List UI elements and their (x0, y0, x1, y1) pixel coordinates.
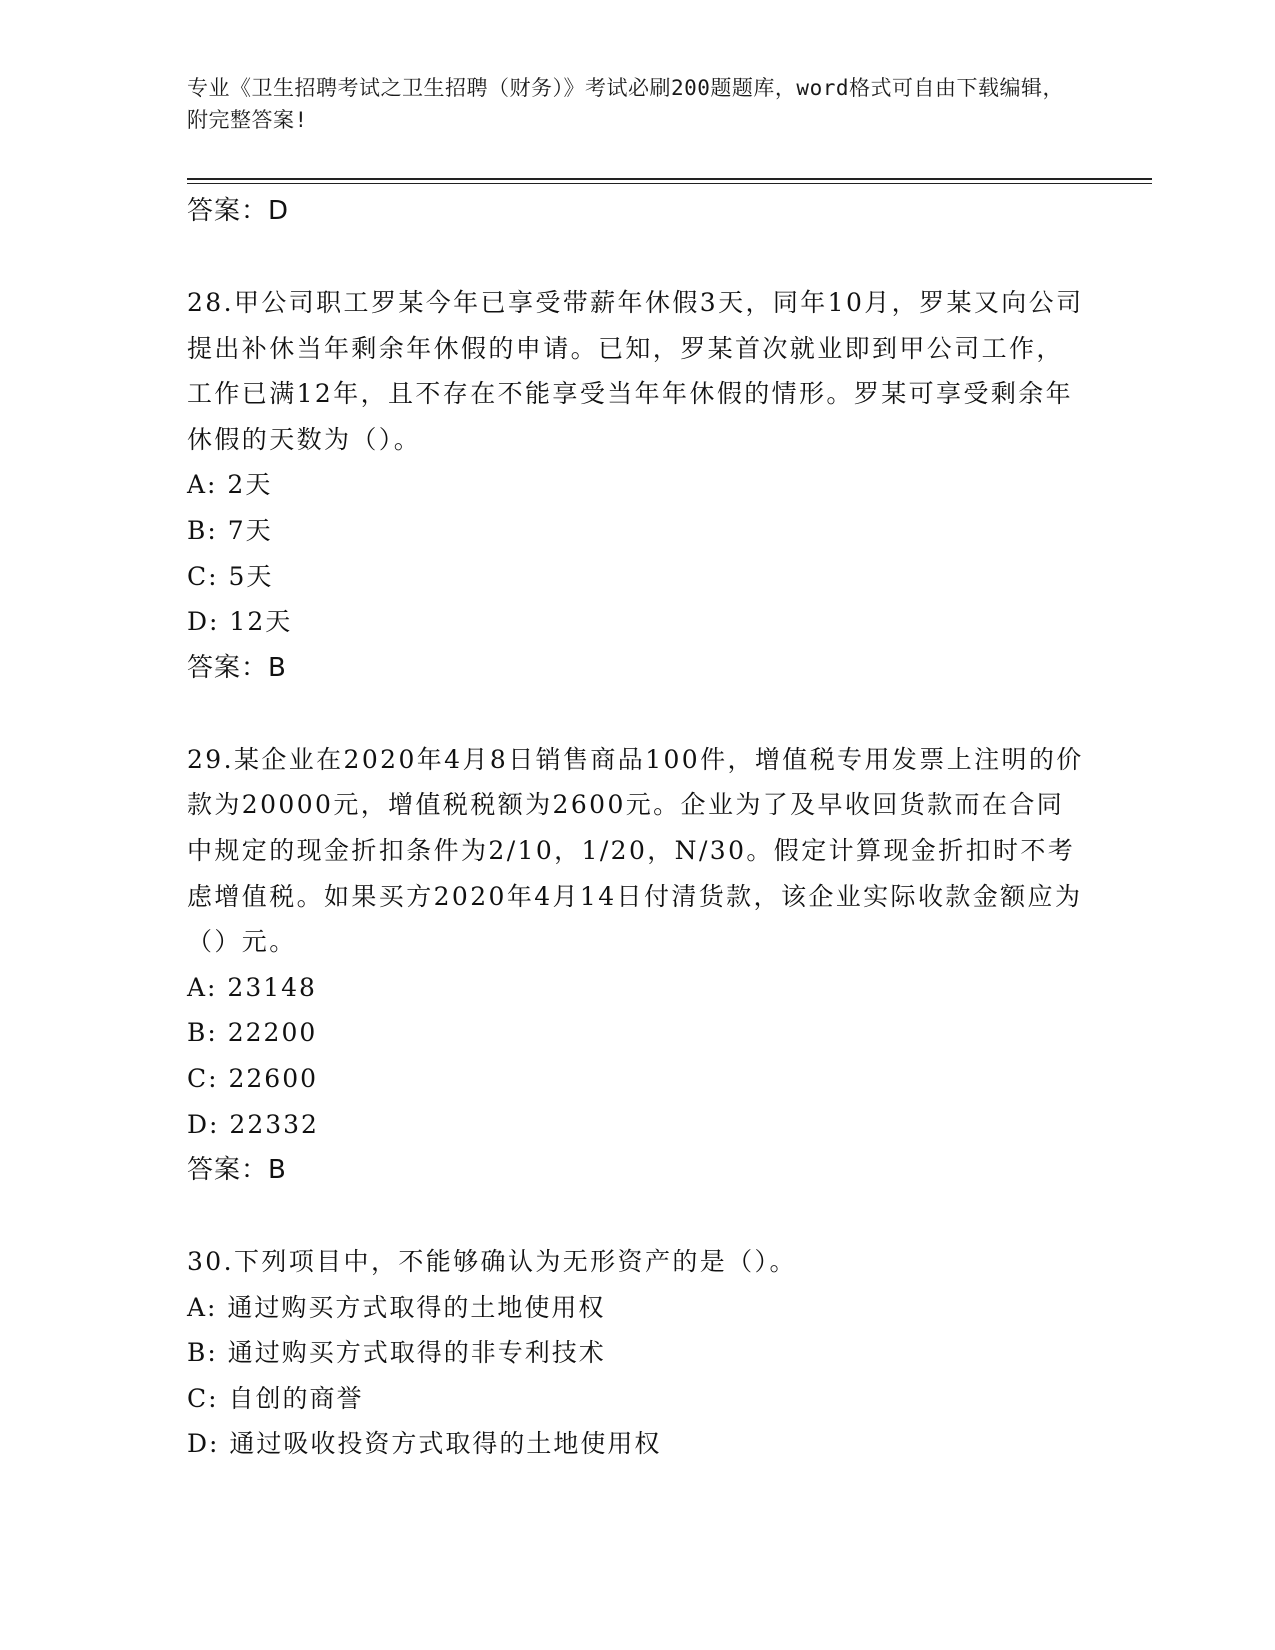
page-header: 专业《卫生招聘考试之卫生招聘（财务）》考试必刷200题题库，word格式可自由下载编辑，附完整答案! (187, 76, 1064, 132)
question-30 (187, 1239, 1087, 1467)
option-c: C: 5天 (187, 561, 274, 591)
option-b: B: 7天 (187, 515, 273, 545)
option-a: A: 通过购买方式取得的土地使用权 (187, 1292, 606, 1322)
question-answer: 答案：B (187, 1155, 287, 1186)
option-c: C: 22600 (187, 1063, 319, 1093)
option-d: D: 12天 (187, 607, 293, 637)
header-rule-thick (187, 178, 1152, 180)
question-answer: 答案：B (187, 652, 287, 683)
question-content (187, 188, 1087, 1467)
option-b: B: 22200 (187, 1018, 318, 1048)
spacer (187, 234, 1087, 280)
previous-answer: 答案：D (187, 196, 290, 226)
question-28 (187, 280, 1087, 691)
option-d: D: 22332 (187, 1109, 319, 1139)
option-a: A: 2天 (187, 470, 273, 500)
option-a: A: 23148 (187, 972, 317, 1002)
spacer (187, 1193, 1087, 1239)
option-d: D: 通过吸收投资方式取得的土地使用权 (187, 1429, 662, 1459)
question-29 (187, 737, 1087, 1193)
header-rule-thin (187, 183, 1152, 184)
spacer (187, 691, 1087, 737)
option-b: B: 通过购买方式取得的非专利技术 (187, 1338, 606, 1368)
question-stem: 30.下列项目中，不能够确认为无形资产的是（）。 (187, 1247, 797, 1277)
question-stem: 29.某企业在2020年4月8日销售商品100件，增值税专用发票上注明的价款为20000元，增值税税额为2600元。企业为了及早收回货款而在合同中规定的现金折扣条件为2/10，1/20，N/30。假定计算现金折扣时不考虑增值税。如果买方2020年4月14日付清货款，该企业实际收款金额应为（）元。 (187, 744, 1084, 957)
question-stem: 28.甲公司职工罗某今年已享受带薪年休假3天，同年10月，罗某又向公司提出补休当年剩余年休假的申请。已知，罗某首次就业即到甲公司工作，工作已满12年，且不存在不能享受当年年休假的情形。罗某可享受剩余年休假的天数为（）。 (187, 288, 1084, 454)
option-c: C: 自创的商誉 (187, 1383, 364, 1413)
